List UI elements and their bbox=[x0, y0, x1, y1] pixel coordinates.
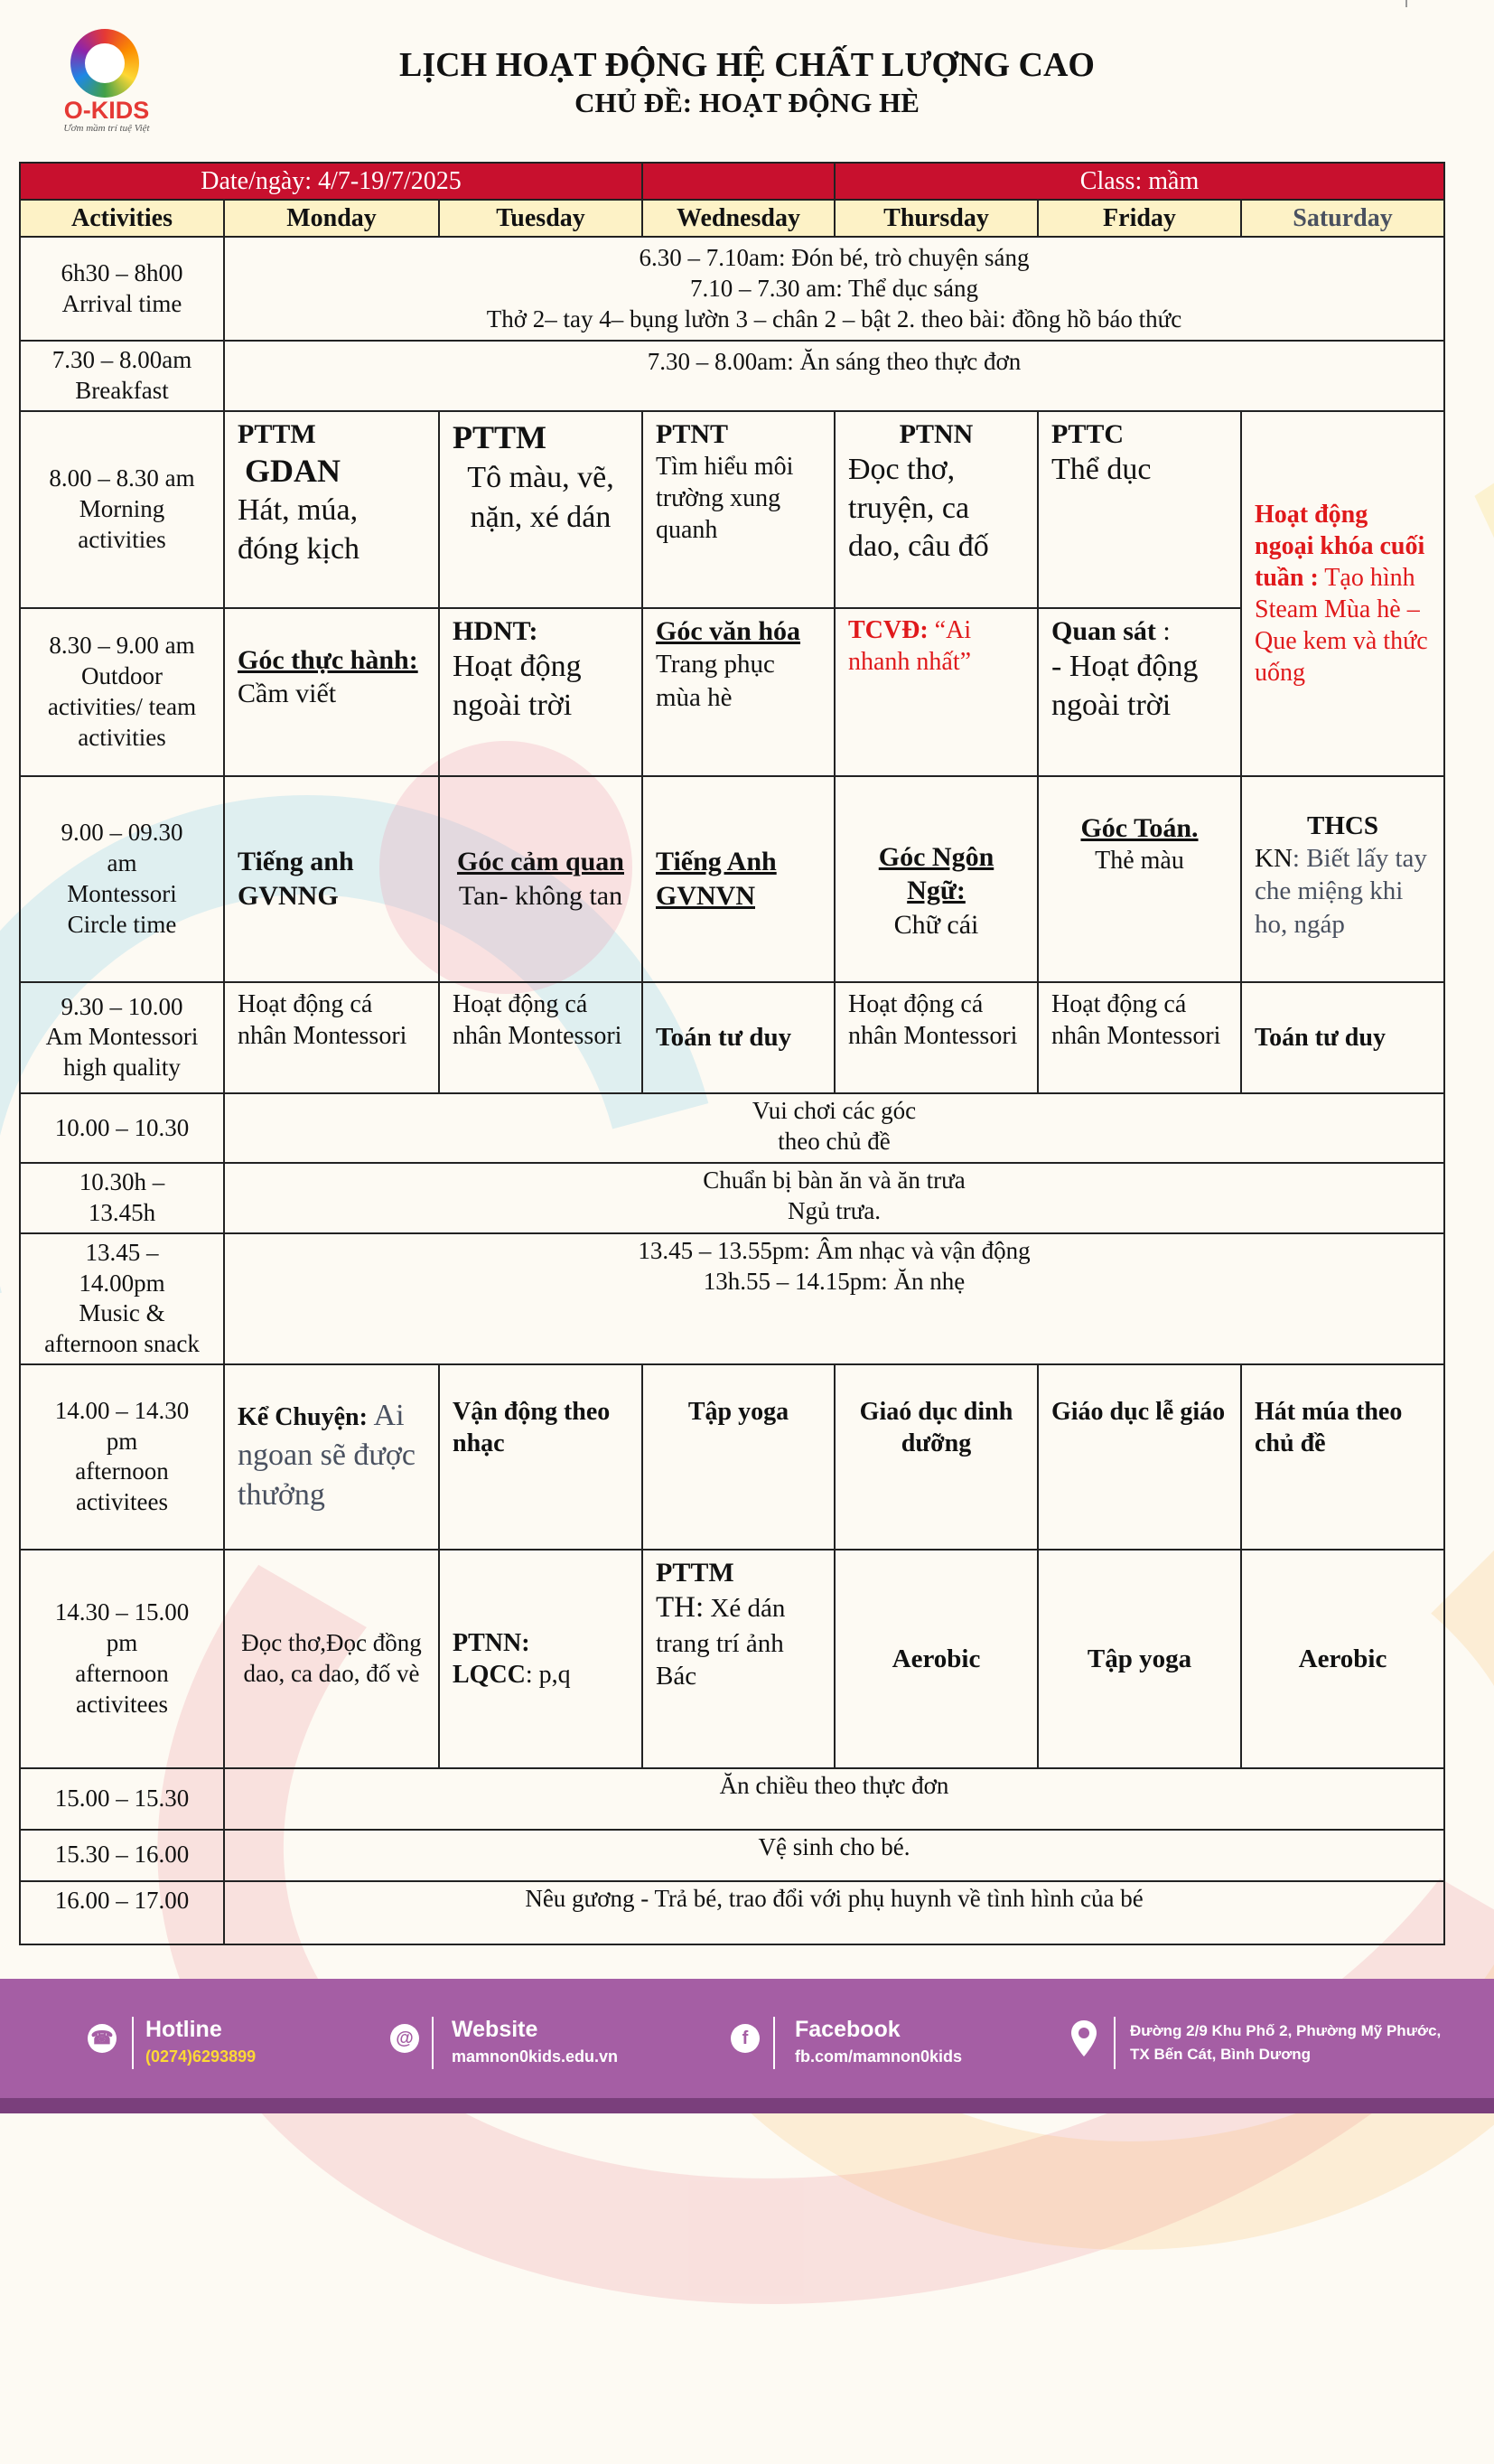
time-cell: 9.30 – 10.00 Am Montessori high quality bbox=[20, 982, 224, 1093]
address-line-2: TX Bến Cát, Bình Dương bbox=[1130, 2046, 1312, 2063]
arrival-cell: 6.30 – 7.10am: Đón bé, trò chuyện sáng 7.10 – 7.30 am: Thể dục sáng Thở 2– tay 4– bụng lườn 3 – chân 2 – bật 2. theo bài: đồng hồ báo thức bbox=[224, 237, 1444, 341]
morning-monday: PTTM GDAN Hát, múa, đóng kịch bbox=[224, 411, 439, 608]
table-banner-row bbox=[20, 163, 1444, 200]
outdoor-friday: Quan sát : - Hoạt động ngoài trời bbox=[1038, 608, 1241, 776]
table-row bbox=[20, 411, 1444, 608]
breakfast-cell: 7.30 – 8.00am: Ăn sáng theo thực đơn bbox=[224, 341, 1444, 411]
snack-cell: Ăn chiều theo thực đơn bbox=[224, 1768, 1444, 1830]
table-header-row bbox=[20, 200, 1444, 237]
col-header-thursday: Thursday bbox=[835, 200, 1038, 237]
outdoor-tuesday: HDNT: Hoạt động ngoài trời bbox=[439, 608, 642, 776]
time-cell: 9.00 – 09.30 am Montessori Circle time bbox=[20, 776, 224, 982]
morning-thursday: PTNN Đọc thơ, truyện, ca dao, câu đố bbox=[835, 411, 1038, 608]
montessori-wednesday: Toán tư duy bbox=[642, 982, 835, 1093]
circle-monday: Tiếng anh GVNNG bbox=[224, 776, 439, 982]
time-cell: 10.30h – 13.45h bbox=[20, 1163, 224, 1233]
aft2-monday: Đọc thơ,Đọc đồng dao, ca dao, đố vè bbox=[224, 1550, 439, 1768]
date-label: Date/ngày: 4/7-19/7/2025 bbox=[20, 163, 642, 200]
morning-friday: PTTC Thể dục bbox=[1038, 411, 1241, 608]
music-cell: 13.45 – 13.55pm: Âm nhạc và vận động 13h.55 – 14.15pm: Ăn nhẹ bbox=[224, 1233, 1444, 1364]
logo-text: O-KIDS bbox=[63, 97, 150, 124]
play-cell: Vui chơi các góc theo chủ đề bbox=[224, 1093, 1444, 1164]
time-cell: 15.30 – 16.00 bbox=[20, 1830, 224, 1881]
hygiene-cell: Vệ sinh cho bé. bbox=[224, 1830, 1444, 1881]
aft2-wednesday: PTTM TH: Xé dán trang trí ảnh Bác bbox=[642, 1550, 835, 1768]
lunch-cell: Chuẩn bị bàn ăn và ăn trưa Ngủ trưa. bbox=[224, 1163, 1444, 1233]
phone-icon: ☎ bbox=[88, 2024, 117, 2053]
table-row bbox=[20, 1881, 1444, 1944]
schedule-table bbox=[19, 162, 1445, 1945]
facebook-icon: f bbox=[731, 2024, 760, 2053]
circle-saturday: THCS KN: Biết lấy tay che miệng khi ho, ngáp bbox=[1241, 776, 1444, 982]
time-cell: 10.00 – 10.30 bbox=[20, 1093, 224, 1164]
table-row bbox=[20, 237, 1444, 341]
montessori-thursday: Hoạt động cá nhân Montessori bbox=[835, 982, 1038, 1093]
montessori-saturday: Toán tư duy bbox=[1241, 982, 1444, 1093]
table-row bbox=[20, 341, 1444, 411]
aft1-tuesday: Vận động theo nhạc bbox=[439, 1364, 642, 1550]
table-row bbox=[20, 1233, 1444, 1364]
facebook-link[interactable]: fb.com/mamnon0kids bbox=[795, 2047, 963, 2066]
aft1-saturday: Hát múa theo chủ đề bbox=[1241, 1364, 1444, 1550]
page-title: LỊCH HOẠT ĐỘNG HỆ CHẤT LƯỢNG CAO bbox=[399, 46, 1095, 84]
saturday-extracurricular: Hoạt động ngoại khóa cuối tuần : Tạo hình Steam Mùa hè – Que kem và thức uống bbox=[1241, 411, 1444, 776]
montessori-monday: Hoạt động cá nhân Montessori bbox=[224, 982, 439, 1093]
col-header-saturday: Saturday bbox=[1241, 200, 1444, 237]
logo-tagline: Ươm mầm trí tuệ Việt bbox=[63, 123, 150, 134]
banner-spacer bbox=[642, 163, 835, 200]
aft2-thursday: Aerobic bbox=[835, 1550, 1038, 1768]
aft1-monday: Kể Chuyện: Ai ngoan sẽ được thưởng bbox=[224, 1364, 439, 1550]
hotline-number[interactable]: (0274)6293899 bbox=[145, 2047, 257, 2066]
col-header-friday: Friday bbox=[1038, 200, 1241, 237]
outdoor-wednesday: Góc văn hóa Trang phục mùa hè bbox=[642, 608, 835, 776]
table-row bbox=[20, 1768, 1444, 1830]
montessori-friday: Hoạt động cá nhân Montessori bbox=[1038, 982, 1241, 1093]
time-cell: 13.45 – 14.00pm Music & afternoon snack bbox=[20, 1233, 224, 1364]
address-line-1: Đường 2/9 Khu Phố 2, Phường Mỹ Phước, bbox=[1130, 2022, 1442, 2039]
col-header-activities: Activities bbox=[20, 200, 224, 237]
circle-tuesday: Góc cảm quan Tan- không tan bbox=[439, 776, 642, 982]
col-header-monday: Monday bbox=[224, 200, 439, 237]
website-link[interactable]: mamnon0kids.edu.vn bbox=[452, 2047, 619, 2066]
table-row bbox=[20, 776, 1444, 982]
outdoor-thursday: TCVĐ: “Ai nhanh nhất” bbox=[835, 608, 1038, 776]
website-title: Website bbox=[452, 2017, 538, 2042]
morning-tuesday: PTTM Tô màu, vẽ, nặn, xé dán bbox=[439, 411, 642, 608]
table-row bbox=[20, 982, 1444, 1093]
page-subtitle: CHỦ ĐỀ: HOẠT ĐỘNG HÈ bbox=[574, 87, 920, 118]
time-cell: 14.00 – 14.30 pm afternoon activitees bbox=[20, 1364, 224, 1550]
time-cell: 8.30 – 9.00 am Outdoor activities/ team activities bbox=[20, 608, 224, 776]
at-icon: @ bbox=[390, 2024, 419, 2053]
circle-thursday: Góc Ngôn Ngữ: Chữ cái bbox=[835, 776, 1038, 982]
aft1-friday: Giáo dục lễ giáo bbox=[1038, 1364, 1241, 1550]
footer-bottom-strip bbox=[0, 2098, 1494, 2113]
class-label: Class: mầm bbox=[835, 163, 1444, 200]
circle-friday: Góc Toán. Thẻ màu bbox=[1038, 776, 1241, 982]
morning-wednesday: PTNT Tìm hiểu môi trường xung quanh bbox=[642, 411, 835, 608]
table-row bbox=[20, 1364, 1444, 1550]
location-pin-icon bbox=[1071, 2020, 1097, 2056]
aft2-friday: Tập yoga bbox=[1038, 1550, 1241, 1768]
outdoor-monday: Góc thực hành: Cầm viết bbox=[224, 608, 439, 776]
table-row bbox=[20, 1163, 1444, 1233]
table-row bbox=[20, 1550, 1444, 1768]
time-cell: 14.30 – 15.00 pm afternoon activitees bbox=[20, 1550, 224, 1768]
table-row bbox=[20, 608, 1444, 776]
time-cell: 16.00 – 17.00 bbox=[20, 1881, 224, 1944]
col-header-tuesday: Tuesday bbox=[439, 200, 642, 237]
hotline-title: Hotline bbox=[145, 2017, 222, 2042]
aft1-thursday: Giaó dục dinh dưỡng bbox=[835, 1364, 1038, 1550]
facebook-title: Facebook bbox=[795, 2017, 901, 2042]
aft2-saturday: Aerobic bbox=[1241, 1550, 1444, 1768]
montessori-tuesday: Hoạt động cá nhân Montessori bbox=[439, 982, 642, 1093]
time-cell: 15.00 – 15.30 bbox=[20, 1768, 224, 1830]
col-header-wednesday: Wednesday bbox=[642, 200, 835, 237]
aft2-tuesday: PTNN: LQCC: p,q bbox=[439, 1550, 642, 1768]
pickup-cell: Nêu gương - Trả bé, trao đổi với phụ huynh về tình hình của bé bbox=[224, 1881, 1444, 1944]
time-cell: 6h30 – 8h00 Arrival time bbox=[20, 237, 224, 341]
time-cell: 8.00 – 8.30 am Morning activities bbox=[20, 411, 224, 608]
table-row bbox=[20, 1093, 1444, 1164]
time-cell: 7.30 – 8.00am Breakfast bbox=[20, 341, 224, 411]
table-row bbox=[20, 1830, 1444, 1881]
top-rule bbox=[1405, 0, 1407, 7]
aft1-wednesday: Tập yoga bbox=[642, 1364, 835, 1550]
circle-wednesday: Tiếng Anh GVNVN bbox=[642, 776, 835, 982]
